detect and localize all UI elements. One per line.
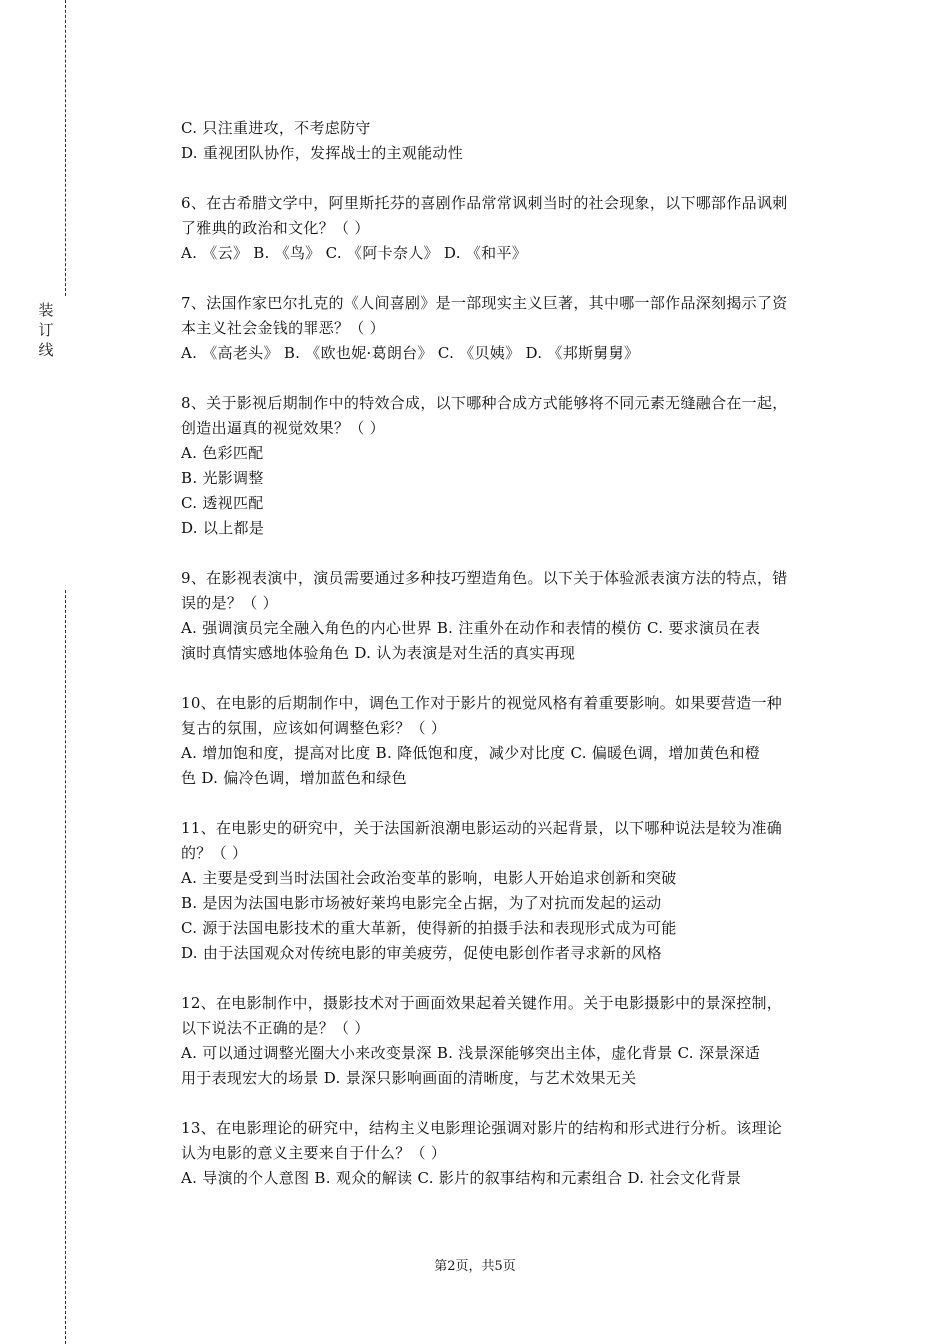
options-line: A. 导演的个人意图 B. 观众的解读 C. 影片的叙事结构和元素组合 D. 社会文化背景 <box>181 1169 742 1187</box>
question-stem-line: 11、在电影史的研究中，关于法国新浪潮电影运动的兴起背景，以下哪种说法是较为准确 <box>181 819 783 837</box>
option-a: A. 色彩匹配 <box>181 444 264 462</box>
question-12 <box>181 991 841 1091</box>
option-d: D. 重视团队协作，发挥战士的主观能动性 <box>181 144 464 162</box>
question-stem-line: 12、在电影制作中，摄影技术对于画面效果起着关键作用。关于电影摄影中的景深控制， <box>181 994 783 1012</box>
options-line: 用于表现宏大的场景 D. 景深只影响画面的清晰度，与艺术效果无关 <box>181 1069 637 1087</box>
binding-label <box>36 300 56 360</box>
question-10 <box>181 691 841 791</box>
question-list <box>181 116 841 1191</box>
binding-char: 装 <box>38 301 54 319</box>
question-11 <box>181 816 841 966</box>
question-9 <box>181 566 841 666</box>
options-line: 演时真情实感地体验角色 D. 认为表演是对生活的真实再现 <box>181 644 576 662</box>
page-number: 第2页，共5页 <box>434 1259 516 1274</box>
question-7 <box>181 291 841 366</box>
question-stem-line: 的？（ ） <box>181 844 248 862</box>
options-line: A. 增加饱和度，提高对比度 B. 降低饱和度，减少对比度 C. 偏暖色调，增加黄色和橙 <box>181 744 761 762</box>
question-stem-line: 6、在古希腊文学中，阿里斯托芬的喜剧作品常常讽刺当时的社会现象，以下哪部作品讽刺 <box>181 194 788 212</box>
options-line: A. 《高老头》 B. 《欧也妮·葛朗台》 C. 《贝姨》 D. 《邦斯舅舅》 <box>181 344 640 362</box>
options-line: A. 《云》 B. 《鸟》 C. 《阿卡奈人》 D. 《和平》 <box>181 244 528 262</box>
option-b: B. 光影调整 <box>181 469 264 487</box>
question-stem-line: 了雅典的政治和文化？（ ） <box>181 219 370 237</box>
question-stem-line: 认为电影的意义主要来自于什么？（ ） <box>181 1144 447 1162</box>
question-stem-line: 13、在电影理论的研究中，结构主义电影理论强调对影片的结构和形式进行分析。该理论 <box>181 1119 783 1137</box>
binding-char: 线 <box>38 341 54 359</box>
binding-dashed-line-top <box>65 0 66 296</box>
question-13 <box>181 1116 841 1191</box>
question-stem-line: 8、关于影视后期制作中的特效合成，以下哪种合成方式能够将不同元素无缝融合在一起， <box>181 394 788 412</box>
question-8 <box>181 391 841 541</box>
question-6 <box>181 191 841 266</box>
options-line: A. 可以通过调整光圈大小来改变景深 B. 浅景深能够突出主体，虚化背景 C. 深景深适 <box>181 1044 761 1062</box>
question-stem-line: 7、法国作家巴尔扎克的《人间喜剧》是一部现实主义巨著，其中哪一部作品深刻揭示了资 <box>181 294 788 312</box>
option-d: D. 由于法国观众对传统电影的审美疲劳，促使电影创作者寻求新的风格 <box>181 944 662 962</box>
question-stem-line: 误的是？（ ） <box>181 594 278 612</box>
options-line: 色 D. 偏冷色调，增加蓝色和绿色 <box>181 769 407 787</box>
question-stem-line: 本主义社会金钱的罪恶？（ ） <box>181 319 385 337</box>
question-5-continued <box>181 116 841 166</box>
options-line: A. 强调演员完全融入角色的内心世界 B. 注重外在动作和表情的模仿 C. 要求演员在表 <box>181 619 761 637</box>
option-c: C. 源于法国电影技术的重大革新，使得新的拍摄手法和表现形式成为可能 <box>181 919 677 937</box>
question-stem-line: 复古的氛围，应该如何调整色彩？（ ） <box>181 719 447 737</box>
option-c: C. 透视匹配 <box>181 494 264 512</box>
page-footer <box>0 1258 950 1276</box>
option-d: D. 以上都是 <box>181 519 265 537</box>
option-a: A. 主要是受到当时法国社会政治变革的影响，电影人开始追求创新和突破 <box>181 869 677 887</box>
option-b: B. 是因为法国电影市场被好莱坞电影完全占据，为了对抗而发起的运动 <box>181 894 662 912</box>
question-stem-line: 以下说法不正确的是？（ ） <box>181 1019 370 1037</box>
question-stem-line: 9、在影视表演中，演员需要通过多种技巧塑造角色。以下关于体验派表演方法的特点，错 <box>181 569 788 587</box>
question-stem-line: 10、在电影的后期制作中，调色工作对于影片的视觉风格有着重要影响。如果要营造一种 <box>181 694 783 712</box>
option-c: C. 只注重进攻，不考虑防守 <box>181 119 371 137</box>
binding-dashed-line-bottom <box>65 590 66 1344</box>
question-stem-line: 创造出逼真的视觉效果？（ ） <box>181 419 385 437</box>
binding-char: 订 <box>38 321 54 339</box>
